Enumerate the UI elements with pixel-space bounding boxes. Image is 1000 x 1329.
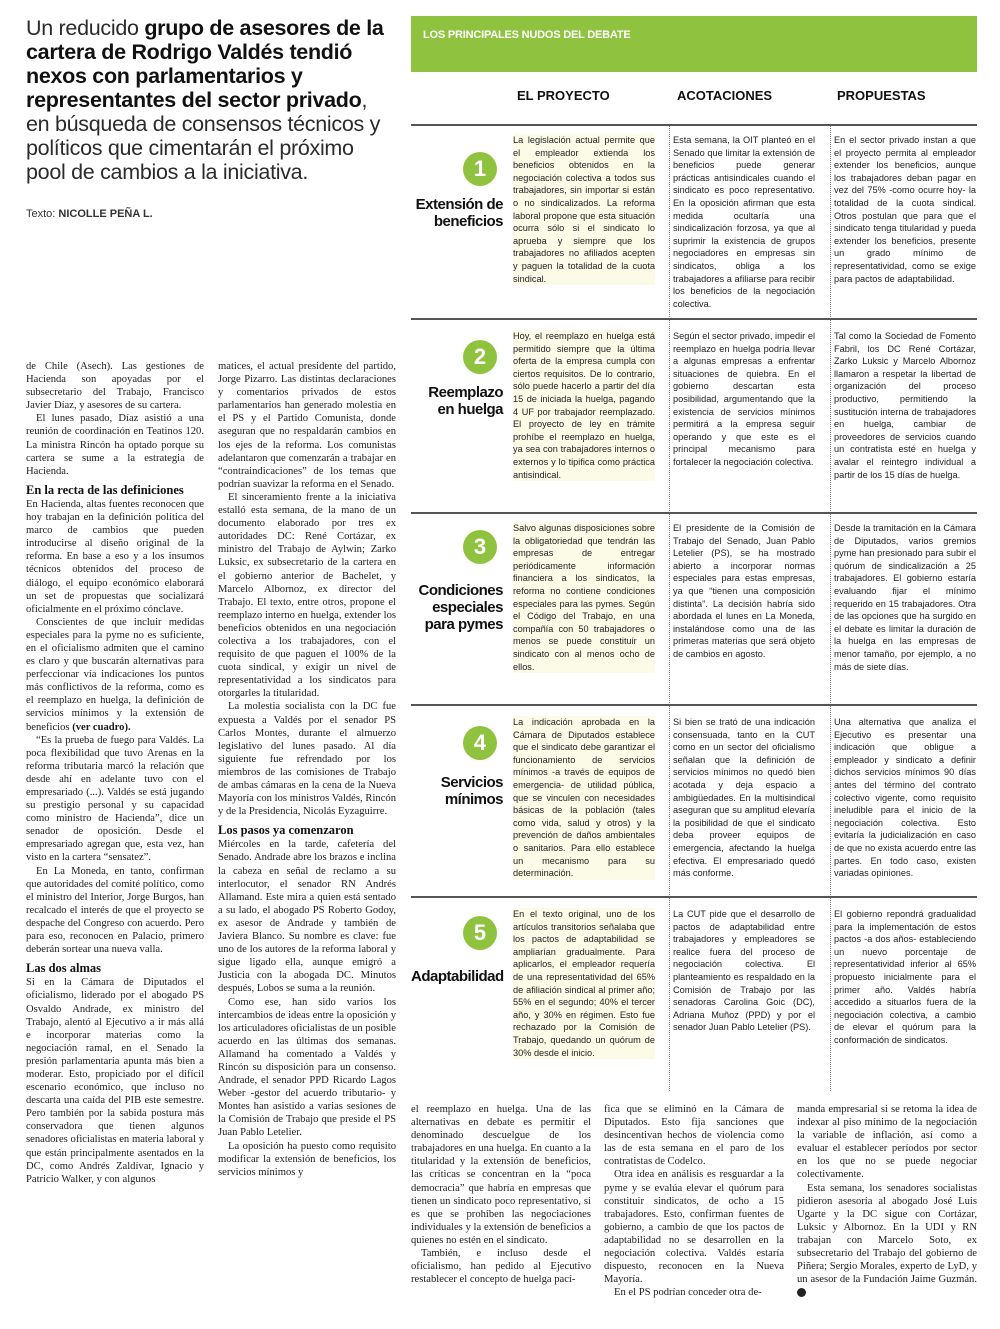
lead-paragraph [26, 16, 396, 184]
paragraph: Si en la Cámara de Diputados el oficialismo, liderado por el abogado PS Osvaldo Andrade, ex ministro del Trabajo, alentó al Ejecutivo a ir más allá e incorporar materias como la negociación ramal, en el Senado la presión parlamentaria apunta más bien a moderar. Esto, propiciado por el difícil escenario económico, que incluso no descarta una caída del PIB este semestre. Pero también por la sabida postura más conservadora que tienen algunos senadores oficialistas en materia laboral y que están principalmente asentados en la DC, como Andrés Zaldívar, Ignacio y Patricio Walker, y con algunos [26, 977, 204, 1185]
row-number-badge: 2 [463, 340, 497, 374]
see-table-ref: (ver cuadro). [72, 721, 131, 733]
byline-label: Texto: [26, 208, 59, 220]
debate-table [411, 16, 977, 1091]
paragraph: Como ese, han sido varios los intercambios de ideas entre la oposición y los articuladores oficialistas de un posible acuerdo en las últimas dos semanas. Allamand ha comentado a Valdés y Rincón su disposición para un consenso. Andrade, el senador PPD Ricardo Lagos Weber -gestor del acuerdo tributario- y Montes han asistido a varias sesiones de la Comisión de Trabajo que preside el PS Juan Pablo Letelier. [218, 996, 396, 1139]
table-row [411, 512, 977, 706]
paragraph: Otra idea en análisis es resguardar a la pyme y se evalúa elevar el quórum para constituir sindicatos, de ocho a 15 trabajadores. Esto, confirman fuentes de gobierno, a cambio de que los pactos de adaptabilidad no se desarrollen en la negociación colectiva. Valdés estaría dispuesto, reconocen en la Nueva Mayoría. [604, 1169, 784, 1286]
paragraph: el reemplazo en huelga. Una de las alternativas en debate es permitir el denominado descuelgue de los trabajadores en una huelga. En cuanto a la titularidad y la extensión de beneficios, las críticas se concentran en la “poca democracia” que habría en empresas que tienen un sindicato poco representativo, si es que se prohíben las negociaciones individuales y la extensión de beneficios a quienes no estén en el sindicato. [411, 1104, 591, 1246]
cell-proyecto: Salvo algunas disposiciones sobre la obligatoriedad que tendrán las empresas de entregar periódicamente información financiera a los sindicatos, la reforma no contiene condiciones especiales para las pymes. Según el Código del Trabajo, en una compañía con 50 trabajadores o menos se puede constituir un sindicato con al menos ocho de ellos. [513, 523, 655, 672]
cell-propuestas: El gobierno repondrá gradualidad para la implementación de estos pactos -a dos años- estableciendo un nuevo porcentaje de representatividad inferior al 65% propuesto inicialmente para el primer año. Valdés habría accedido a situarlos fuera de la negociación colectiva, a cambio de elevar el quórum para la conformación de sindicatos. [834, 909, 976, 1045]
cell-proyecto: La indicación aprobada en la Cámara de Diputados establece que el sindicato debe garantizar el funcionamiento de servicios mínimos -a través de equipos de emergencia- de utilidad pública, que se vinculen con necesidades básicas de la población (tales como vida, salud y otros) y la prevención de daños ambientales o sanitarios. Para ello establece un mecanismo para su determinación. [513, 717, 655, 879]
cell-propuestas: Una alternativa que analiza el Ejecutivo es presentar una indicación que obligue a empleador y sindicato a definir dichos servicios mínimos 90 días antes del término del contrato colectivo vigente, como requisito ineludible para el inicio de la negociación colectiva. Esto evitaría la judicialización en caso de que no exista acuerdo entre las partes. En todo caso, existen variadas opiniones. [834, 717, 976, 879]
cell-acotaciones: La CUT pide que el desarrollo de pactos de adaptabilidad entre trabajadores y empleadores se realice fuera del proceso de negociación colectiva. El planteamiento es respaldado en la Comisión de Trabajo por las senadoras Carolina Goic (DC), Adriana Muñoz (PPD) y por el senador Juan Pablo Letelier (PS). [673, 909, 815, 1033]
row-label: Reemplazo en huelga [428, 384, 503, 418]
paragraph: El lunes pasado, Díaz asistió a una reunión de coordinación en Teatinos 120. La ministra Rincón ha optado porque su cartera se sume a la estrategia de Hacienda. [26, 413, 204, 477]
cell-proyecto: La legislación actual permite que el empleador extienda los beneficios obtenidos en la negociación colectiva a todos sus trabajadores, sin importar si están o no sindicalizados. La reforma laboral propone que esta situación ocurra sólo si el sindicato lo aprueba y siempre que los trabajadores no afiliados acepten y paguen la totalidad de la cuota sindical. [513, 135, 655, 284]
table-row [411, 318, 977, 514]
table-header-bar [411, 16, 977, 72]
paragraph: matices, el actual presidente del partido, Jorge Pizarro. Las distintas declaraciones y comentarios privados de estos parlamentarios han generado molestia en el PS y el Partido Comunista, donde aseguran que no respaldarán cambios en los ejes de la reforma. Los comunistas adelantaron que comenzarán a trabajar en “contraindicaciones” de los temas que podrían suavizar la reforma en el Senado. [218, 361, 396, 490]
paragraph: fica que se eliminó en la Cámara de Diputados. Esto fija sanciones que desincentivan hechos de violencia como las de esta semana en el paro de los contratistas de Codelco. [604, 1104, 784, 1168]
article-column-5 [797, 1103, 977, 1299]
article-column-3 [411, 1103, 591, 1286]
colhead-proyecto: EL PROYECTO [517, 88, 610, 103]
row-label: Condiciones especiales para pymes [418, 582, 503, 633]
table-row [411, 704, 977, 898]
row-label: Servicios mínimos [440, 774, 503, 808]
end-mark-icon [797, 1288, 806, 1297]
lead-part1: Un reducido [26, 16, 145, 40]
row-number-badge: 4 [463, 726, 497, 760]
colhead-propuestas: PROPUESTAS [837, 88, 926, 103]
table-title: LOS PRINCIPALES NUDOS DEL DEBATE [423, 29, 631, 41]
cell-acotaciones: Esta semana, la OIT planteó en el Senado que limitar la extensión de beneficios puede generar prácticas antisindicales cuando el sindicato es poco representativo. En la oposición afirman que esta medida ocultaría una sindicalización forzosa, ya que al suprimir la existencia de grupos negociadores en empresas sin sindicatos, obliga a los trabajadores a afiliarse para recibir los beneficios de la negociación colectiva. [673, 135, 815, 309]
paragraph: En el PS podrían conceder otra de- [614, 1287, 762, 1299]
row-label: Extensión de beneficios [415, 196, 503, 230]
cell-proyecto: Hoy, el reemplazo en huelga está permitido siempre que la última oferta de la empresa cumpla con ciertos requisitos. De lo contrario, sólo puede hacerlo a partir del día 15 de iniciada la huelga, pagando 4 UF por trabajador reemplazado. El proyecto de ley en trámite prohíbe el reemplazo en huelga, ya sea con trabajadores internos o externos y lo tipifica como práctica antisindical. [513, 331, 655, 480]
paragraph: La molestia socialista con la DC fue expuesta a Valdés por el senador PS Carlos Montes, durante el almuerzo legislativo del lunes pasado. Al día siguiente fue refrendado por los miembros de las comisiones de Trabajo de ambas cámaras en la cena de la Nueva Mayoría con los ministros Valdés, Rincón y de la Presidencia, Nicolás Eyzaguirre. [218, 701, 396, 818]
lead-bold: grupo de asesores de la cartera de Rodrigo Valdés tendió nexos con parlamentarios y representantes del sector privado [26, 16, 384, 112]
cell-propuestas: En el sector privado instan a que el proyecto permita al empleador extender los beneficios, aunque los trabajadores deban pagar en vez del 75% -como ocurre hoy- la totalidad de la cuota sindical. Otros postulan que para que el sindicato tenga titularidad y pueda extender los beneficios, presente un grado mínimo de representatividad, como se exige para pactos de adaptabilidad. [834, 135, 976, 284]
row-number-badge: 1 [463, 152, 497, 186]
table-row [411, 896, 977, 1093]
row-label: Adaptabilidad [411, 968, 504, 985]
paragraph-text: Conscientes de que incluir medidas especiales para la pyme no es suficiente, en el oficialismo admiten que el camino es claro y que buscarán alternativas para perfeccionar vía indicaciones los puntos más conflictivos de la reforma, como es el reemplazo en huelga, la definición de servicios mínimos y la extensión de beneficios [26, 616, 204, 733]
row-number-badge: 5 [463, 916, 497, 950]
cell-acotaciones: El presidente de la Comisión de Trabajo del Senado, Juan Pablo Letelier (PS), se ha mostrado abierto a incorporar normas especiales para estas empresas, ya que “tienen una composición distinta”. La decisión habría sido abordada el lunes en La Moneda, instalándose como una de las primeras materias que será objeto de cambios en agosto. [673, 523, 815, 659]
subheading: Los pasos ya comenzaron [218, 823, 354, 838]
colhead-acotaciones: ACOTACIONES [677, 88, 773, 103]
paragraph: de Chile (Asech). Las gestiones de Hacienda son apoyadas por el subsecretario del Trabajo, Francisco Javier Díaz, y asesores de su cartera. [26, 361, 204, 412]
article-column-1 [26, 360, 204, 1186]
paragraph-text: Esta semana, los senadores socialistas pidieron asesoría al abogado José Luis Ugarte y la DC sigue con Cortázar, Luksic y Albornoz. En la UDI y RN trabajan con Marcelo Soto, ex subsecretario del Trabajo del gobierno de Piñera; Sergio Morales, experto de LyD, y un asesor de la Fundación Jaime Guzmán. [797, 1182, 977, 1286]
paragraph: manda empresarial si se retoma la idea de indexar al piso mínimo de la negociación la variable de inflación, así como a evaluar el establecer períodos por sector en los que no se puede negociar colectivamente. [797, 1104, 977, 1181]
cell-propuestas: Tal como la Sociedad de Fomento Fabril, los DC René Cortázar, Zarko Luksic y Marcelo Albornoz llamaron a respetar la libertad de organización del proceso productivo, permitiendo la sustitución interna de trabajadores en huelga, cambiar de proveedores de servicios cuando un contratista esté en huelga y avalar el reintegro individual a partir de los 15 días de huelga. [834, 331, 976, 480]
cell-acotaciones: Según el sector privado, impedir el reemplazo en huelga podría llevar a algunas empresas a enfrentar situaciones de quiebra. En el gobierno descartan esta posibilidad, argumentando que la existencia de servicios mínimos permitirá a la empresa seguir operando y que este es el principal mecanismo para fortalecer la negociación colectiva. [673, 331, 815, 467]
subheading: En la recta de las definiciones [26, 482, 184, 497]
cell-acotaciones: Si bien se trató de una indicación consensuada, tanto en la CUT como en un sector del oficialismo señalan que la definición de servicios mínimos no quedó bien acotada y deja espacio a ambigüedades. En la multisindical aseguran que su amplitud elevaría la posibilidad de que el sindicato deba proveer equipos de emergencia, afectando la huelga efectiva. El empresariado quedó más conforme. [673, 717, 815, 879]
paragraph: También, e incluso desde el oficialismo, han pedido al Ejecutivo restablecer el concepto de huelga pací- [411, 1248, 591, 1286]
paragraph: En La Moneda, en tanto, confirman que autoridades del comité político, como el ministro del Interior, Jorge Burgos, han recalcado el interés de que el proyecto se despache del Congreso con acuerdo. Pero para eso, reconocen en Palacio, primero deberán sortear una nueva valla. [26, 865, 204, 956]
paragraph: En Hacienda, altas fuentes reconocen que hoy trabajan en la definición política del marco de cambios que pueden introducirse al diseño original de la reforma. En base a eso y a los insumos técnicos obtenidos del proceso de diálogo, el equipo económico elaborará un set de propuestas que socializará oficialmente en el próximo cónclave. [26, 498, 204, 615]
paragraph [797, 1182, 977, 1300]
table-row [411, 124, 977, 320]
paragraph: La oposición ha puesto como requisito modificar la extensión de beneficios, los servicios mínimos y [218, 1140, 396, 1178]
byline [26, 208, 153, 220]
paragraph: Miércoles en la tarde, cafetería del Senado. Andrade abre los brazos e inclina la cabeza en señal de reclamo a su interlocutor, el senador RN Andrés Allamand. Este mira a quien está sentado a su lado, el abogado PS Roberto Godoy, ex asesor de Andrade y también de Javiera Blanco. Su nombre es clave: fue uno de los autores de la reforma laboral y sigue ligado ella, aunque emigró a Justicia con la abogada DC. Minutos después, Lobos se suma a la reunión. [218, 839, 396, 995]
paragraph: El sinceramiento frente a la iniciativa estalló esta semana, de la mano de un documento elaborado por tres ex autoridades DC: René Cortázar, ex ministro del Trabajo de Aylwin; Zarko Luksic, ex subsecretario de la cartera en el gobierno anterior de Bachelet, y Marcelo Albornoz, ex director del Trabajo. El texto, entre otros, propone el reemplazo interno en huelga, extender los beneficios obtenidos en una negociación colectiva a los trabajadores, con el requisito de que paguen el 100% de la cuota sindical, y exigir un nivel de representatividad a los sindicatos para otorgarles la titularidad. [218, 491, 396, 700]
row-number-badge: 3 [463, 530, 497, 564]
subheading: Las dos almas [26, 961, 102, 976]
paragraph: “Es la prueba de fuego para Valdés. La poca flexibilidad que tuvo Arenas en la reforma tributaria marcó la relación que desde ahí en adelante tuvo con el empresariado (...). Valdés se está jugando su prestigio personal y su capacidad como ministro de Hacienda”, dice un senador de oposición. Desde el empresariado agregan que, esta vez, han visto en la cartera “sensatez”. [26, 734, 204, 864]
cell-proyecto: En el texto original, uno de los artículos transitorios señalaba que los pactos de adaptabilidad se ampliarían gradualmente. Para aplicarlos, el empleador requería de una representatividad del 65% de afiliación sindical al primer año; 55% en el segundo; 40% el tercer año, y 30% en régimen. Esto fue rechazado por la Comisión de Trabajo, quedando un quórum de 30% desde el inicio. [513, 909, 655, 1058]
paragraph [26, 616, 204, 734]
article-column-2 [218, 360, 396, 1179]
cell-propuestas: Desde la tramitación en la Cámara de Diputados, varios gremios pyme han presionado para subir el quórum de sindicalización a 25 trabajadores. El gobierno estaría evaluando fijar el mínimo requerido en 15 trabajadores. Otra de las opciones que ha surgido en el debate es limitar la duración de la huelga en las empresas de menor tamaño, por ejemplo, a no más de siete días. [834, 523, 976, 672]
article-column-4 [604, 1103, 784, 1299]
lead-part2: , en búsqueda de consensos técnicos y políticos que cimentarán el próximo pool de cambios a la iniciativa. [26, 88, 381, 184]
byline-author: NICOLLE PEÑA L. [58, 208, 153, 220]
